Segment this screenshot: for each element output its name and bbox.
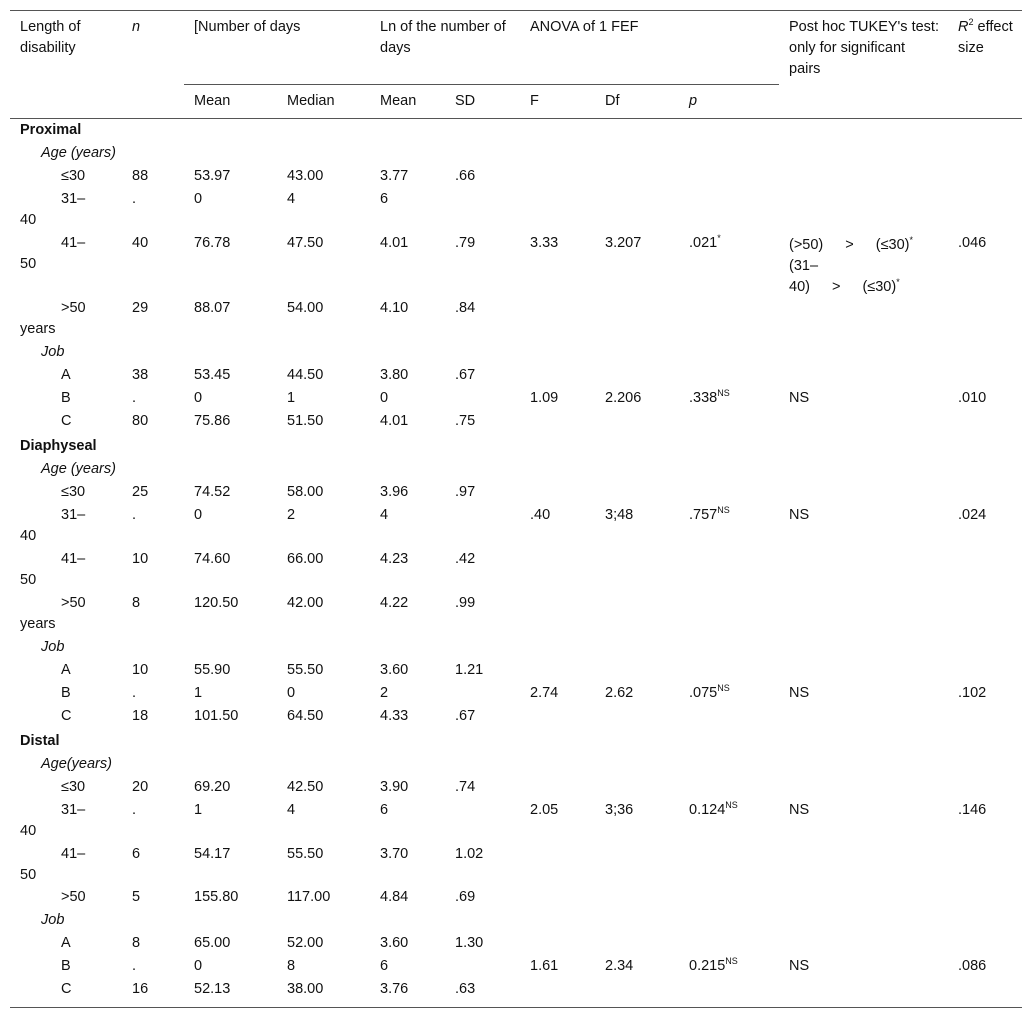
row-label: >50 <box>61 300 86 316</box>
col-header-anova: ANOVA of 1 FEF <box>530 19 639 35</box>
group-job: Job <box>41 639 65 655</box>
cell-mean: 155.80 <box>194 889 239 905</box>
cell-n: . <box>132 958 137 974</box>
cell-mean: 1 <box>194 802 203 818</box>
cell-n: 8 <box>132 595 141 611</box>
cell-mean: 69.20 <box>194 779 231 795</box>
cell-ln-mean: 3.60 <box>380 935 409 951</box>
cell-median: 43.00 <box>287 168 324 184</box>
cell-mean: 0 <box>194 958 203 974</box>
row-label: C <box>61 981 72 997</box>
cell-ln-mean: 3.60 <box>380 662 409 678</box>
section-proximal: Proximal <box>20 122 82 138</box>
cell-n: 10 <box>132 551 149 567</box>
cell-ln-mean: 3.70 <box>380 846 409 862</box>
col-header-r2 <box>958 17 1018 59</box>
statistics-table <box>10 10 1022 1008</box>
cell-n: . <box>132 685 137 701</box>
row-label: 31– <box>61 191 86 207</box>
subheader-df: Df <box>605 93 620 109</box>
cell-ln-mean: 4.01 <box>380 413 409 429</box>
cell-n: 29 <box>132 300 149 316</box>
cell-p <box>689 683 730 704</box>
significance-mark: NS <box>717 683 730 693</box>
subheader-sd: SD <box>455 93 476 109</box>
cell-median: 38.00 <box>287 981 324 997</box>
cell-n: 38 <box>132 367 149 383</box>
cell-median: 51.50 <box>287 413 324 429</box>
cell-f: .40 <box>530 507 551 523</box>
significance-mark: NS <box>717 505 730 515</box>
row-label: 31– <box>61 802 86 818</box>
row-label: A <box>61 367 71 383</box>
cell-ln-mean: 4.33 <box>380 708 409 724</box>
cell-posthoc: NS <box>789 685 810 701</box>
posthoc-term: (≤30) <box>875 237 910 253</box>
cell-n: 6 <box>132 846 141 862</box>
p-value: .075 <box>689 685 718 701</box>
cell-r2: .046 <box>958 235 987 251</box>
row-label: 31– <box>61 507 86 523</box>
significance-mark: NS <box>717 388 730 398</box>
posthoc-term: (≤30) <box>862 279 897 295</box>
cell-mean: 75.86 <box>194 413 231 429</box>
significance-mark: NS <box>725 956 738 966</box>
row-label: 41– <box>61 551 86 567</box>
cell-ln-mean: 4.10 <box>380 300 409 316</box>
cell-n: . <box>132 191 137 207</box>
cell-f: 2.74 <box>530 685 559 701</box>
p-value: 0.124 <box>689 802 726 818</box>
cell-posthoc: NS <box>789 390 810 406</box>
cell-mean: 65.00 <box>194 935 231 951</box>
cell-sd: .63 <box>455 981 476 997</box>
cell-r2: .146 <box>958 802 987 818</box>
row-label-cont: 40 <box>20 528 37 544</box>
cell-mean: 76.78 <box>194 235 231 251</box>
cell-mean: 0 <box>194 191 203 207</box>
col-header-length: Length of disability <box>20 19 81 56</box>
cell-n: 10 <box>132 662 149 678</box>
row-label-cont: years <box>20 321 56 337</box>
cell-sd: .84 <box>455 300 476 316</box>
row-label-cont: 50 <box>20 572 37 588</box>
cell-median: 58.00 <box>287 484 324 500</box>
group-job: Job <box>41 344 65 360</box>
cell-f: 3.33 <box>530 235 559 251</box>
cell-r2: .102 <box>958 685 987 701</box>
section-diaphyseal: Diaphyseal <box>20 438 97 454</box>
cell-median: 42.50 <box>287 779 324 795</box>
row-label-cont: 50 <box>20 256 37 272</box>
cell-ln-mean: 6 <box>380 191 389 207</box>
cell-ln-mean: 4 <box>380 507 389 523</box>
cell-median: 66.00 <box>287 551 324 567</box>
cell-r2: .010 <box>958 390 987 406</box>
cell-median: 54.00 <box>287 300 324 316</box>
cell-mean: 53.45 <box>194 367 231 383</box>
cell-median: 1 <box>287 390 296 406</box>
cell-ln-mean: 4.84 <box>380 889 409 905</box>
row-label: >50 <box>61 595 86 611</box>
row-label: B <box>61 390 71 406</box>
cell-ln-mean: 4.22 <box>380 595 409 611</box>
cell-median: 55.50 <box>287 846 324 862</box>
subheader-p: p <box>689 93 698 109</box>
row-label: B <box>61 685 71 701</box>
cell-ln-mean: 3.96 <box>380 484 409 500</box>
posthoc-term: 40) <box>789 279 810 295</box>
header-bottom-rule <box>10 118 1022 119</box>
cell-df: 3;36 <box>605 802 634 818</box>
r2-letter: R <box>958 19 969 35</box>
row-label-cont: 40 <box>20 212 37 228</box>
group-job: Job <box>41 912 65 928</box>
row-label: >50 <box>61 889 86 905</box>
cell-r2: .086 <box>958 958 987 974</box>
cell-df: 3.207 <box>605 235 642 251</box>
significance-mark: * <box>717 233 721 243</box>
cell-n: 80 <box>132 413 149 429</box>
cell-ln-mean: 4.23 <box>380 551 409 567</box>
cell-n: 88 <box>132 168 149 184</box>
cell-sd: .67 <box>455 367 476 383</box>
col-header-ln: Ln of the number of days <box>380 19 506 56</box>
cell-posthoc: NS <box>789 958 810 974</box>
p-value: .338 <box>689 390 718 406</box>
row-label: C <box>61 413 72 429</box>
cell-f: 1.09 <box>530 390 559 406</box>
row-label: ≤30 <box>61 484 86 500</box>
p-value: .021 <box>689 235 718 251</box>
group-age: Age (years) <box>41 461 116 477</box>
cell-n: 16 <box>132 981 149 997</box>
cell-posthoc-pair-1 <box>789 235 913 256</box>
cell-n: . <box>132 390 137 406</box>
cell-p <box>689 233 721 254</box>
cell-mean: 52.13 <box>194 981 231 997</box>
cell-sd: 1.02 <box>455 846 484 862</box>
cell-median: 44.50 <box>287 367 324 383</box>
cell-r2: .024 <box>958 507 987 523</box>
col-header-posthoc: Post hoc TUKEY's test: only for significant pairs <box>789 19 939 77</box>
cell-ln-mean: 2 <box>380 685 389 701</box>
cell-median: 42.00 <box>287 595 324 611</box>
cell-mean: 74.52 <box>194 484 231 500</box>
cell-ln-mean: 6 <box>380 958 389 974</box>
section-distal: Distal <box>20 733 60 749</box>
row-label: B <box>61 958 71 974</box>
cell-sd: .66 <box>455 168 476 184</box>
cell-df: 3;48 <box>605 507 634 523</box>
cell-sd: .99 <box>455 595 476 611</box>
cell-ln-mean: 3.80 <box>380 367 409 383</box>
cell-mean: 0 <box>194 507 203 523</box>
cell-median: 0 <box>287 685 296 701</box>
cell-sd: .69 <box>455 889 476 905</box>
cell-p <box>689 800 738 821</box>
cell-n: . <box>132 802 137 818</box>
significance-mark: * <box>896 277 900 287</box>
cell-p <box>689 956 738 977</box>
cell-ln-mean: 4.01 <box>380 235 409 251</box>
col-header-number-of-days: [Number of days <box>194 19 301 35</box>
cell-mean: 120.50 <box>194 595 239 611</box>
cell-median: 4 <box>287 191 296 207</box>
row-label-cont: 40 <box>20 823 37 839</box>
row-label: A <box>61 662 71 678</box>
cell-sd: .97 <box>455 484 476 500</box>
r2-superscript: 2 <box>968 17 974 27</box>
cell-median: 117.00 <box>287 889 331 905</box>
cell-sd: .79 <box>455 235 476 251</box>
cell-mean: 54.17 <box>194 846 231 862</box>
row-label: C <box>61 708 72 724</box>
cell-n: 18 <box>132 708 149 724</box>
cell-p <box>689 388 730 409</box>
cell-median: 55.50 <box>287 662 324 678</box>
cell-df: 2.34 <box>605 958 634 974</box>
cell-median: 64.50 <box>287 708 324 724</box>
cell-sd: .75 <box>455 413 476 429</box>
significance-mark: NS <box>725 800 738 810</box>
row-label: ≤30 <box>61 168 86 184</box>
subheader-median: Median <box>287 93 335 109</box>
r2-effect-size: effect size <box>958 19 1013 56</box>
posthoc-operator: > <box>831 279 841 295</box>
cell-posthoc: NS <box>789 507 810 523</box>
col-header-n: n <box>132 19 141 35</box>
cell-mean: 55.90 <box>194 662 231 678</box>
subheader-mean: Mean <box>194 93 231 109</box>
cell-posthoc: NS <box>789 802 810 818</box>
row-label: A <box>61 935 71 951</box>
cell-median: 52.00 <box>287 935 324 951</box>
cell-median: 4 <box>287 802 296 818</box>
cell-posthoc-pair-2b <box>789 277 900 298</box>
row-label-cont: 50 <box>20 867 37 883</box>
cell-ln-mean: 3.77 <box>380 168 409 184</box>
row-label-cont: years <box>20 616 56 632</box>
cell-sd: .74 <box>455 779 476 795</box>
posthoc-operator: > <box>845 237 854 253</box>
subheader-f: F <box>530 93 539 109</box>
cell-sd: .42 <box>455 551 476 567</box>
cell-n: 25 <box>132 484 149 500</box>
cell-median: 8 <box>287 958 296 974</box>
cell-mean: 0 <box>194 390 203 406</box>
cell-mean: 1 <box>194 685 203 701</box>
cell-posthoc-pair-2a: (31– <box>789 258 819 274</box>
cell-mean: 53.97 <box>194 168 231 184</box>
group-age: Age (years) <box>41 145 116 161</box>
cell-df: 2.62 <box>605 685 634 701</box>
header-rule <box>184 84 779 85</box>
cell-sd: 1.30 <box>455 935 484 951</box>
row-label: ≤30 <box>61 779 86 795</box>
cell-n: 40 <box>132 235 149 251</box>
cell-n: . <box>132 507 137 523</box>
subheader-ln-mean: Mean <box>380 93 417 109</box>
cell-mean: 74.60 <box>194 551 231 567</box>
cell-ln-mean: 0 <box>380 390 389 406</box>
p-value: 0.215 <box>689 958 726 974</box>
cell-f: 2.05 <box>530 802 559 818</box>
cell-median: 2 <box>287 507 296 523</box>
cell-df: 2.206 <box>605 390 642 406</box>
cell-n: 5 <box>132 889 141 905</box>
significance-mark: * <box>909 235 913 245</box>
cell-mean: 88.07 <box>194 300 231 316</box>
cell-ln-mean: 3.90 <box>380 779 409 795</box>
row-label: 41– <box>61 846 86 862</box>
cell-sd: .67 <box>455 708 476 724</box>
cell-sd: 1.21 <box>455 662 484 678</box>
cell-ln-mean: 3.76 <box>380 981 409 997</box>
group-age: Age(years) <box>41 756 112 772</box>
cell-p <box>689 505 730 526</box>
cell-median: 47.50 <box>287 235 324 251</box>
cell-ln-mean: 6 <box>380 802 389 818</box>
row-label: 41– <box>61 235 86 251</box>
cell-mean: 101.50 <box>194 708 239 724</box>
cell-n: 8 <box>132 935 141 951</box>
p-value: .757 <box>689 507 718 523</box>
posthoc-term: (>50) <box>789 237 824 253</box>
cell-n: 20 <box>132 779 149 795</box>
cell-f: 1.61 <box>530 958 559 974</box>
